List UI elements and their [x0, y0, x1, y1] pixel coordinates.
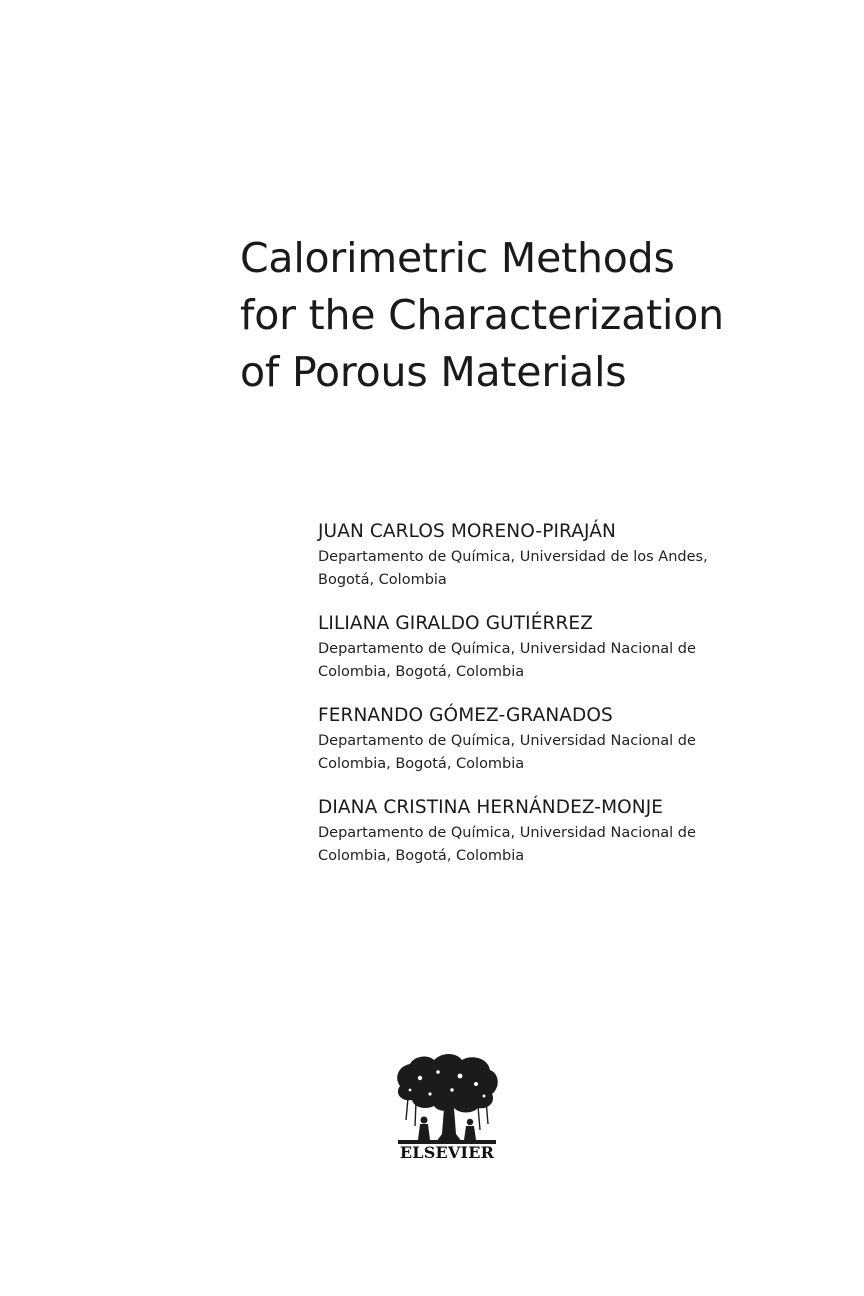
author-name: FERNANDO GÓMEZ-GRANADOS — [318, 705, 613, 726]
author-affiliation-line: Bogotá, Colombia — [318, 572, 447, 588]
author-affiliation-line: Colombia, Bogotá, Colombia — [318, 848, 525, 864]
author-affiliation-line: Departamento de Química, Universidad Nacional de — [318, 825, 696, 841]
author-list — [318, 520, 838, 888]
author-entry — [318, 796, 838, 868]
author-affiliation-line: Colombia, Bogotá, Colombia — [318, 664, 525, 680]
book-title-line: of Porous Materials — [240, 348, 627, 396]
author-affiliation-line: Departamento de Química, Universidad Nacional de — [318, 641, 696, 657]
author-affiliation-line: Colombia, Bogotá, Colombia — [318, 756, 525, 772]
author-name: JUAN CARLOS MORENO-PIRAJÁN — [318, 521, 616, 542]
author-name: DIANA CRISTINA HERNÁNDEZ-MONJE — [318, 797, 664, 818]
author-affiliation-line: Departamento de Química, Universidad Nacional de — [318, 733, 696, 749]
author-entry — [318, 520, 838, 592]
book-title — [240, 230, 724, 401]
book-title-line: Calorimetric Methods — [240, 234, 675, 282]
author-entry — [318, 704, 838, 776]
author-affiliation-line: Departamento de Química, Universidad de los Andes, — [318, 549, 708, 565]
book-title-line: for the Characterization — [240, 291, 724, 339]
author-name: LILIANA GIRALDO GUTIÉRREZ — [318, 613, 593, 634]
author-entry — [318, 612, 838, 684]
publisher-name: ELSEVIER — [399, 1143, 495, 1162]
